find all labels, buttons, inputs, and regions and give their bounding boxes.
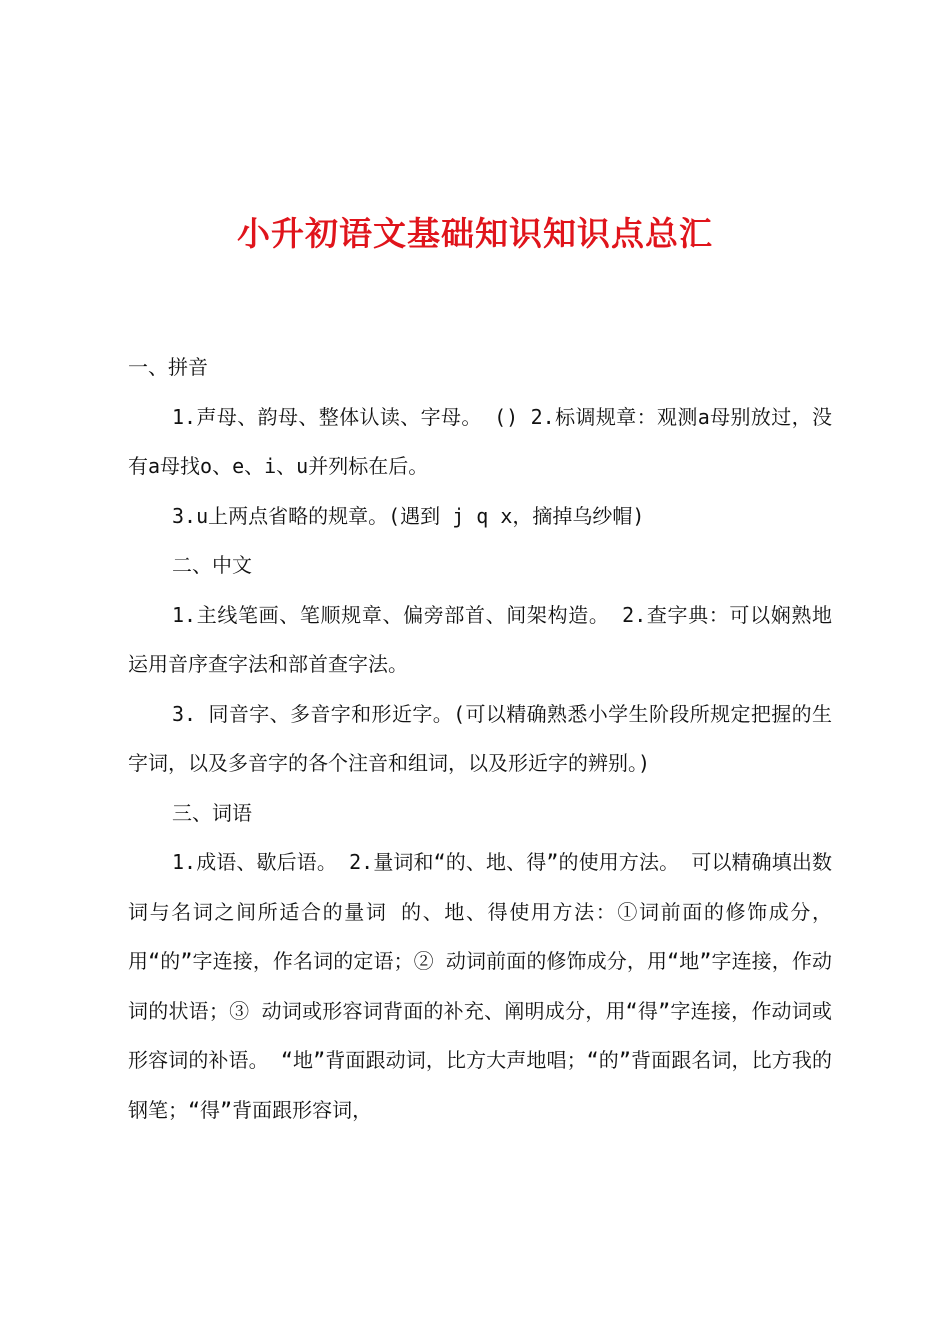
paragraph-chinese-1: 1.主线笔画、笔顺规章、偏旁部首、间架构造。 2.查字典：可以娴熟地运用音序查字法和部首查字法。 bbox=[128, 602, 832, 676]
section-heading-chinese: 二、中文 bbox=[172, 553, 252, 577]
paragraph-pinyin-1: 1.声母、韵母、整体认读、字母。 () 2.标调规章：观测a母别放过，没有a母找o、e、i、u并列标在后。 bbox=[128, 404, 832, 478]
document-body bbox=[128, 343, 832, 1135]
section-heading-pinyin: 一、拼音 bbox=[128, 355, 208, 379]
paragraph-chinese-2: 3. 同音字、多音字和形近字。(可以精确熟悉小学生阶段所规定把握的生字词，以及多音字的各个注音和组词，以及形近字的辨别。) bbox=[128, 701, 832, 775]
paragraph-pinyin-2: 3.u上两点省略的规章。(遇到 j q x，摘掉乌纱帽) bbox=[172, 503, 645, 528]
section-heading-words: 三、词语 bbox=[172, 800, 252, 825]
paragraph-words-1: 1.成语、歇后语。 2.量词和“的、地、得”的使用方法。 可以精确填出数词与名词之间所适合的量词 的、地、得使用方法：①词前面的修饰成分，用“的”字连接，作名词的定语；② 动词前面的修饰成分，用“地”字连接，作动词的状语；③ 动词或形容词背面的补充、阐明成分，用“得”字连接，作动词或形容词的补语。 “地”背面跟动词，比方大声地唱；“的”背面跟名词，比方我的钢笔；“得”背面跟形容词， bbox=[128, 850, 832, 1122]
document-title: 小升初语文基础知识知识点总汇 bbox=[237, 214, 713, 253]
